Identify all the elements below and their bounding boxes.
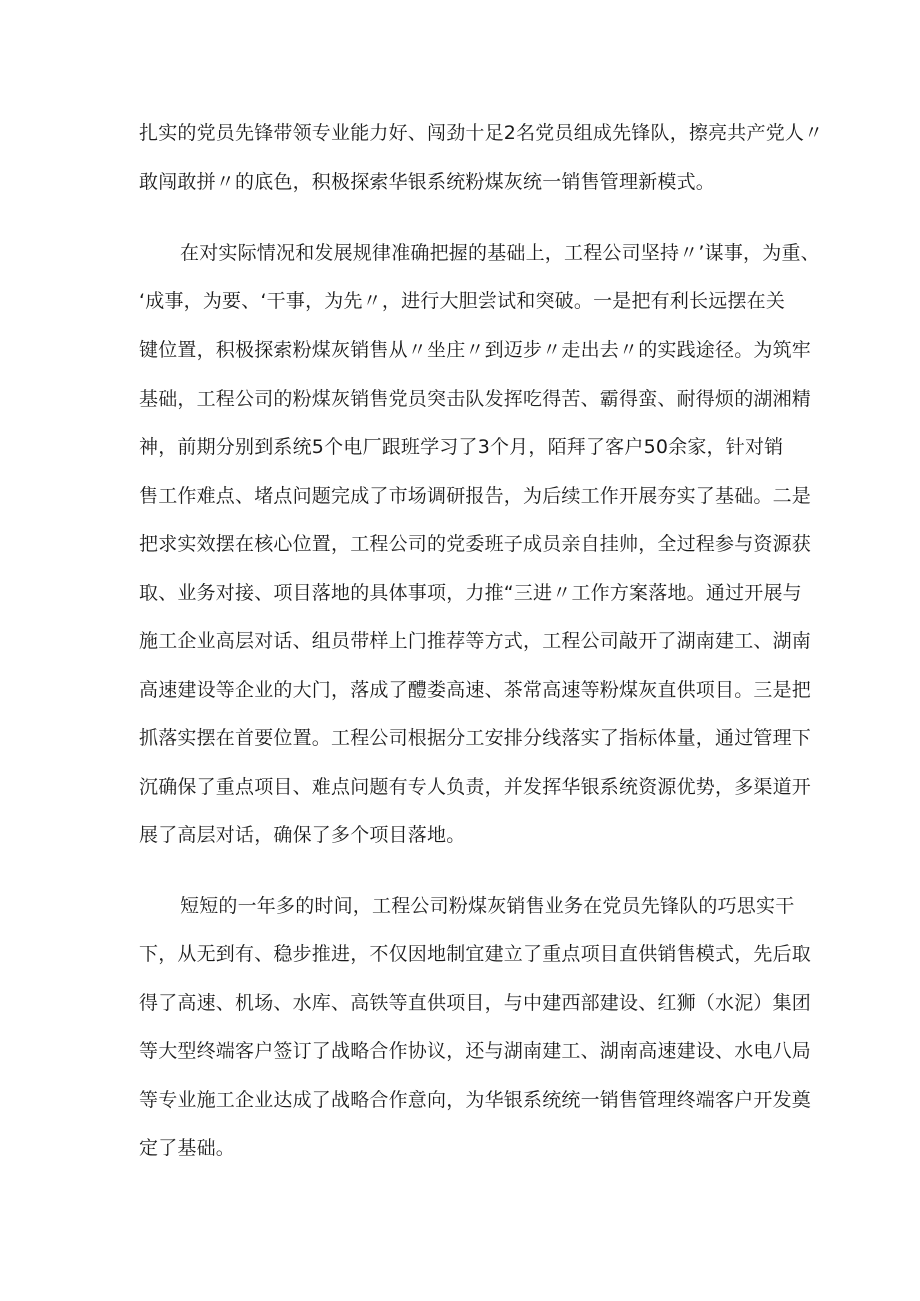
paragraph-2-line-5: 神，前期分别到系统5个电厂跟班学习了3个月，陌拜了客户50余家，针对销 xyxy=(139,436,784,458)
paragraph-2-line-9: 施工企业高层对话、组员带样上门推荐等方式，工程公司敲开了湖南建工、湖南 xyxy=(139,630,812,652)
paragraph-1-line-1: 扎实的党员先锋带领专业能力好、闯劲十足2名党员组成先锋队，擦亮共产党人〃 xyxy=(139,122,824,144)
paragraph-2-line-3: 键位置，积极探索粉煤灰销售从〃坐庄〃到迈步〃走出去〃的实践途径。为筑牢 xyxy=(139,339,812,361)
paragraph-2-line-1: 在对实际情况和发展规律准确把握的基础上，工程公司坚持〃’谋事，为重、 xyxy=(180,242,820,264)
paragraph-2-line-11: 抓落实摆在首要位置。工程公司根据分工安排分线落实了指标体量，通过管理下 xyxy=(139,727,812,749)
paragraph-1-line-2: 敢闯敢拼〃的底色，积极探索华银系统粉煤灰统一销售管理新模式。 xyxy=(139,171,716,193)
paragraph-3-line-3: 得了高速、机场、水库、高铁等直供项目，与中建西部建设、红狮（水泥）集团 xyxy=(139,992,812,1014)
paragraph-2-line-10: 高速建设等企业的大门，落成了醴娄高速、茶常高速等粉煤灰直供项目。三是把 xyxy=(139,679,812,701)
paragraph-2-line-13: 展了高层对话，确保了多个项目落地。 xyxy=(139,824,466,846)
paragraph-2-line-7: 把求实效摆在核心位置，工程公司的党委班子成员亲自挂帅，全过程参与资源获 xyxy=(139,533,812,555)
paragraph-3-line-4: 等大型终端客户签订了战略合作协议，还与湖南建工、湖南高速建设、水电八局 xyxy=(139,1040,812,1062)
paragraph-2-line-8: 取、业务对接、项目落地的具体事项，力推“三进〃工作方案落地。通过开展与 xyxy=(139,582,802,604)
paragraph-2-line-2: ‘成事，为要、‘干事，为先〃，进行大胆尝试和突破。一是把有利长远摆在关 xyxy=(139,290,786,312)
paragraph-2-line-4: 基础，工程公司的粉煤灰销售党员突击队发挥吃得苦、霸得蛮、耐得烦的湖湘精 xyxy=(139,388,812,410)
paragraph-3-line-2: 下，从无到有、稳步推进，不仅因地制宜建立了重点项目直供销售模式，先后取 xyxy=(139,943,812,965)
paragraph-3-line-5: 等专业施工企业达成了战略合作意向，为华银系统统一销售管理终端客户开发奠 xyxy=(139,1089,812,1111)
paragraph-2-line-6: 售工作难点、堵点问题完成了市场调研报告，为后续工作开展夯实了基础。二是 xyxy=(139,485,812,507)
paragraph-3-line-6: 定了基础。 xyxy=(139,1137,236,1159)
paragraph-2-line-12: 沉确保了重点项目、难点问题有专人负责，并发挥华银系统资源优势，多渠道开 xyxy=(139,776,812,798)
paragraph-3-line-1: 短短的一年多的时间，工程公司粉煤灰销售业务在党员先锋队的巧思实干 xyxy=(180,895,795,917)
